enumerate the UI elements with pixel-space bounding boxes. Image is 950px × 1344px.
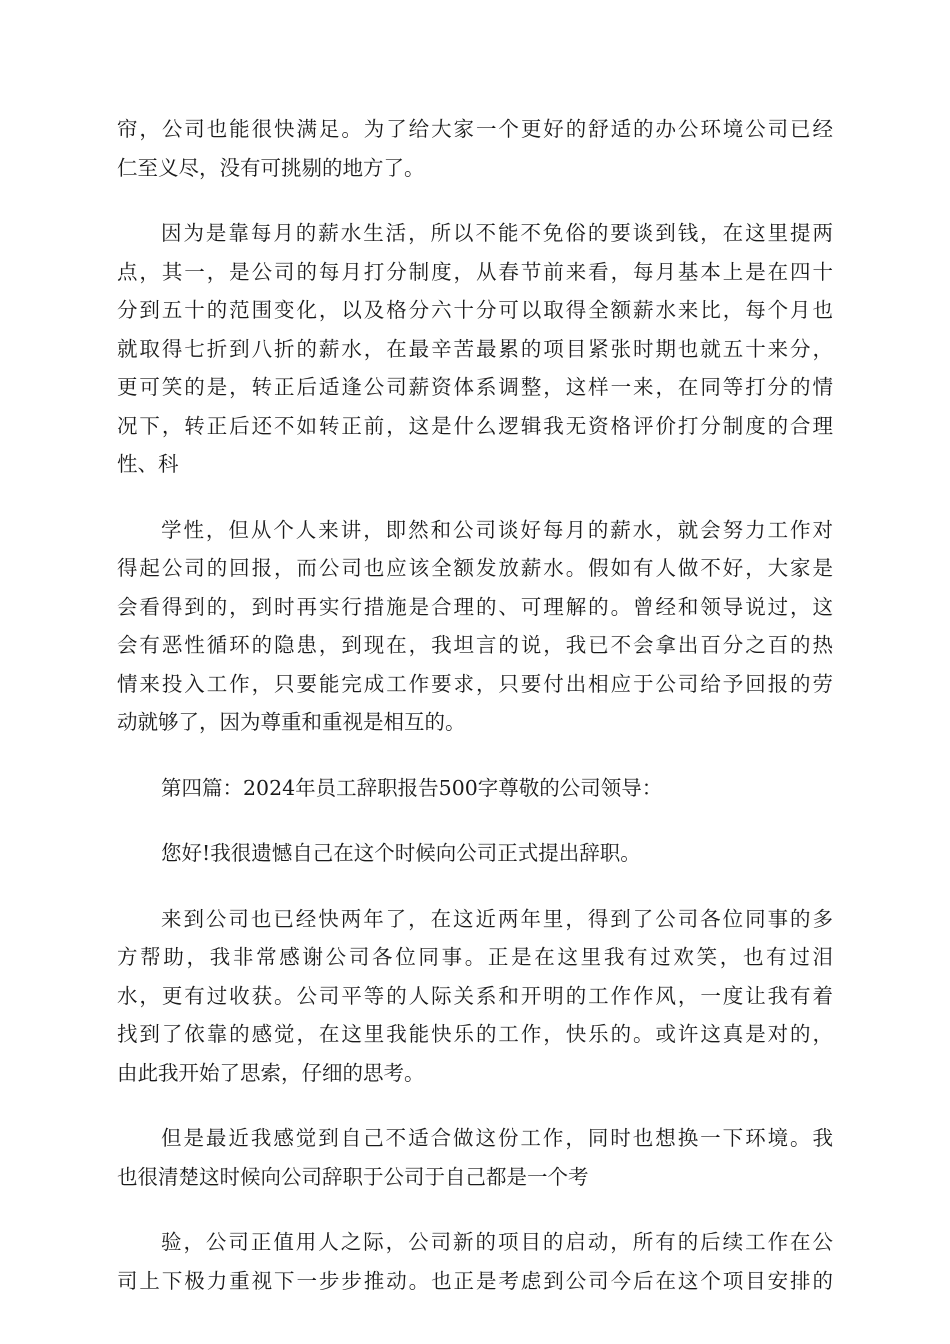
- section-title: [117, 769, 833, 808]
- text-line: 水，更有过收获。公司平等的人际关系和开明的工作作风，一度让我有着: [117, 983, 833, 1008]
- text-line: 动就够了，因为尊重和重视是相互的。: [117, 710, 466, 734]
- paragraph: [117, 110, 833, 187]
- text-line: 司上下极力重视下一步步推动。也正是考虑到公司今后在这个项目安排的: [117, 1268, 833, 1293]
- text-line: 点，其一，是公司的每月打分制度，从春节前来看，每月基本上是在四十: [117, 259, 833, 284]
- text-line: 也很清楚这时候向公司辞职于公司于自己都是一个考: [117, 1164, 589, 1189]
- text-line: 情来投入工作，只要能完成工作要求，只要付出相应于公司给予回报的劳: [117, 671, 833, 696]
- text-line: 验，公司正值用人之际，公司新的项目的启动，所有的后续工作在公: [161, 1230, 833, 1254]
- text-line: 仁至义尽，没有可挑剔的地方了。: [117, 155, 425, 180]
- text-line: 性、科: [117, 452, 179, 476]
- paragraph: [117, 511, 833, 742]
- text-line: 您好!我很遗憾自己在这个时候向公司正式提出辞职。: [161, 841, 641, 865]
- text-line: 得起公司的回报，而公司也应该全额发放薪水。假如有人做不好，大家是: [117, 556, 833, 580]
- text-line: 况下，转正后还不如转正前，这是什么逻辑我无资格评价打分制度的合理: [117, 413, 833, 438]
- text-line: 找到了依靠的感觉，在这里我能快乐的工作，快乐的。或许这真是对的，: [117, 1022, 833, 1046]
- paragraph: [117, 900, 833, 1093]
- text-line: 帘，公司也能很快满足。为了给大家一个更好的舒适的办公环境公司已经: [117, 117, 833, 141]
- text-line: 会有恶性循环的隐患，到现在，我坦言的说，我已不会拿出百分之百的热: [117, 633, 833, 657]
- text-line: 第四篇：2024年员工辞职报告500字尊敬的公司领导：: [161, 775, 663, 800]
- text-line: 分到五十的范围变化，以及格分六十分可以取得全额薪水来比，每个月也: [117, 298, 833, 322]
- text-line: 就取得七折到八折的薪水，在最辛苦最累的项目紧张时期也就五十来分，: [117, 336, 833, 361]
- paragraph: [117, 1223, 833, 1300]
- text-line: 因为是靠每月的薪水生活，所以不能不免俗的要谈到钱，在这里提两: [161, 221, 833, 245]
- text-line: 由此我开始了思索，仔细的思考。: [117, 1060, 425, 1085]
- text-line: 方帮助，我非常感谢公司各位同事。正是在这里我有过欢笑，也有过泪: [117, 945, 833, 969]
- document-body: [117, 110, 833, 1327]
- text-line: 学性，但从个人来讲，即然和公司谈好每月的薪水，就会努力工作对: [161, 517, 833, 542]
- text-line: 更可笑的是，转正后适逢公司薪资体系调整，这样一来，在同等打分的情: [117, 375, 833, 399]
- paragraph: [117, 214, 833, 484]
- paragraph: [117, 1119, 833, 1196]
- text-line: 会看得到的，到时再实行措施是合理的、可理解的。曾经和领导说过，这: [117, 594, 833, 619]
- text-line: 来到公司也已经快两年了，在这近两年里，得到了公司各位同事的多: [161, 906, 833, 931]
- paragraph: [117, 834, 833, 873]
- text-line: 但是最近我感觉到自己不适合做这份工作，同时也想换一下环境。我: [161, 1126, 833, 1150]
